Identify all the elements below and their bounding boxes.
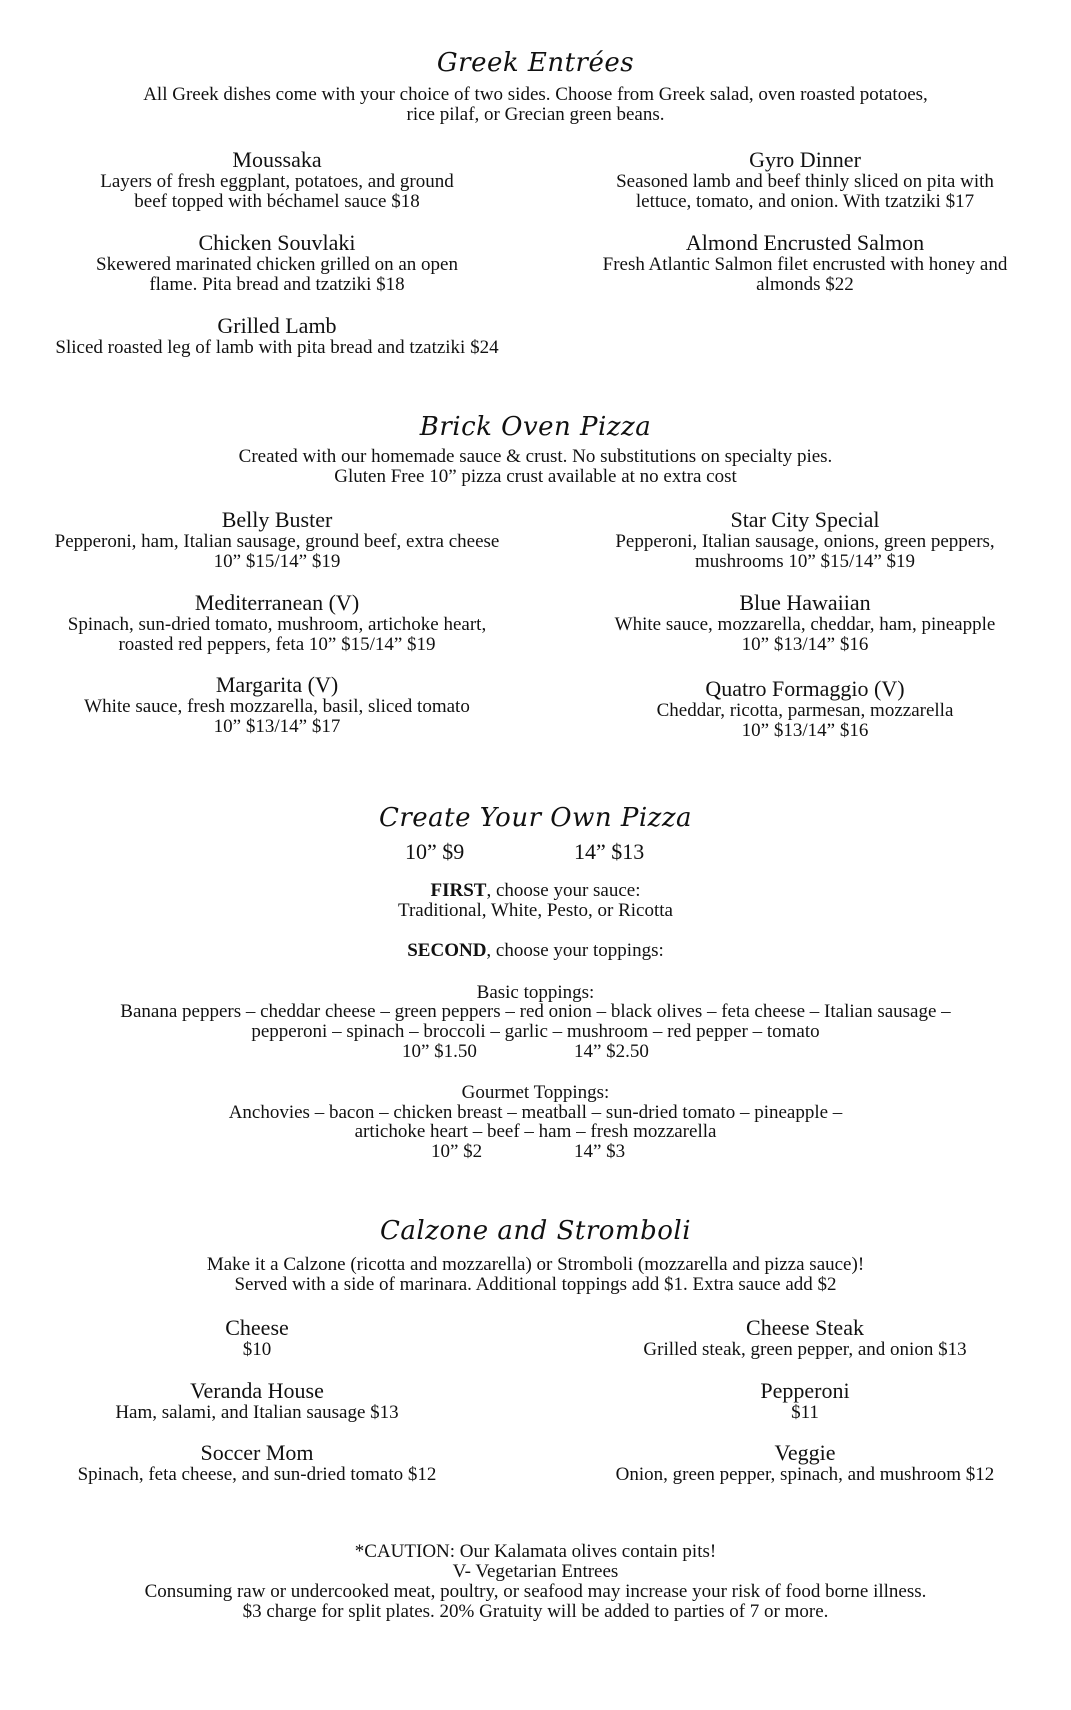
greek-section-title: Greek Entrées: [436, 48, 635, 78]
item-name: Blue Hawaiian: [739, 590, 871, 615]
gourmet-price-10: 10” $2: [431, 1141, 483, 1162]
pizza-section-desc: [0, 447, 1071, 487]
item-desc-line-2: beef topped with béchamel sauce $18: [134, 191, 420, 212]
menu-item-soccer-mom: [12, 1441, 502, 1485]
menu-item-veggie: [545, 1441, 1065, 1485]
menu-item-cheese-steak: [545, 1316, 1065, 1360]
item-desc-line-1: Layers of fresh eggplant, potatoes, and ground: [100, 171, 454, 192]
item-desc-line-1: Grilled steak, green pepper, and onion $13: [643, 1339, 967, 1360]
item-name: Star City Special: [730, 507, 880, 532]
item-name: Margarita (V): [215, 672, 339, 697]
item-name: Cheese Steak: [746, 1315, 864, 1340]
item-desc-line-2: 10” $15/14” $19: [213, 551, 341, 572]
item-name: Veranda House: [190, 1378, 324, 1403]
menu-item-moussaka: [12, 148, 542, 212]
menu-item-quatro-formaggio: [545, 677, 1065, 741]
item-desc-line-1: Pepperoni, Italian sausage, onions, green peppers,: [615, 531, 995, 552]
cyo-second-step: [0, 941, 1071, 961]
menu-item-star-city-special: [545, 508, 1065, 572]
item-name: Moussaka: [232, 147, 322, 172]
footer-caution: *CAUTION: Our Kalamata olives contain pits!: [354, 1541, 717, 1562]
footer-split-plates: $3 charge for split plates. 20% Gratuity will be added to parties of 7 or more.: [242, 1601, 829, 1622]
item-name: Almond Encrusted Salmon: [685, 230, 925, 255]
item-desc-line-2: roasted red peppers, feta 10” $15/14” $19: [118, 634, 436, 655]
calzone-desc-line-2: Served with a side of marinara. Additional toppings add $1. Extra sauce add $2: [234, 1274, 837, 1295]
basic-toppings-line-1: Banana peppers – cheddar cheese – green peppers – red onion – black olives – feta cheese – Italian sausage –: [120, 1001, 951, 1022]
item-desc-line-1: White sauce, fresh mozzarella, basil, sliced tomato: [84, 696, 470, 717]
footer-notes: [0, 1542, 1071, 1622]
second-text: , choose your toppings:: [486, 940, 664, 961]
menu-item-mediterranean: [12, 591, 542, 655]
menu-item-chicken-souvlaki: [12, 231, 542, 295]
calzone-section-title: Calzone and Stromboli: [379, 1216, 692, 1246]
item-desc-line-1: Seasoned lamb and beef thinly sliced on pita with: [616, 171, 994, 192]
basic-price-14: 14” $2.50: [574, 1041, 649, 1062]
footer-food-safety: Consuming raw or undercooked meat, poultry, or seafood may increase your risk of food borne illness.: [144, 1581, 927, 1602]
first-label: FIRST: [430, 880, 487, 901]
item-desc-line-2: 10” $13/14” $16: [741, 720, 869, 741]
item-desc-line-2: 10” $13/14” $17: [213, 716, 341, 737]
item-desc-line-1: Onion, green pepper, spinach, and mushroom $12: [615, 1464, 995, 1485]
basic-toppings-label: Basic toppings:: [476, 982, 595, 1003]
footer-vegetarian-note: V- Vegetarian Entrees: [452, 1561, 619, 1582]
item-desc-line-1: White sauce, mozzarella, cheddar, ham, pineapple: [614, 614, 996, 635]
basic-toppings-line-2: pepperoni – spinach – broccoli – garlic – mushroom – red pepper – tomato: [251, 1021, 820, 1042]
calzone-desc-line-1: Make it a Calzone (ricotta and mozzarella) or Stromboli (mozzarella and pizza sauce)!: [206, 1254, 865, 1275]
item-desc-line-1: Sliced roasted leg of lamb with pita bread and tzatziki $24: [55, 337, 499, 358]
item-desc-line-1: Fresh Atlantic Salmon filet encrusted with honey and: [602, 254, 1008, 275]
pizza-desc-line-1: Created with our homemade sauce & crust. No substitutions on specialty pies.: [238, 446, 833, 467]
item-desc-line-1: $10: [242, 1339, 272, 1360]
item-name: Grilled Lamb: [217, 313, 337, 338]
item-desc-line-1: Cheddar, ricotta, parmesan, mozzarella: [656, 700, 954, 721]
menu-item-belly-buster: [12, 508, 542, 572]
item-desc-line-2: lettuce, tomato, and onion. With tzatziki $17: [635, 191, 975, 212]
item-name: Pepperoni: [760, 1378, 850, 1403]
greek-desc-line-2: rice pilaf, or Grecian green beans.: [406, 104, 665, 125]
pizza-section-title: Brick Oven Pizza: [419, 412, 652, 442]
item-name: Belly Buster: [221, 507, 333, 532]
menu-item-margarita: [12, 673, 542, 737]
gourmet-price-14: 14” $3: [574, 1141, 626, 1162]
item-name: Quatro Formaggio (V): [705, 676, 905, 701]
item-name: Mediterranean (V): [194, 590, 360, 615]
item-desc-line-1: Ham, salami, and Italian sausage $13: [115, 1402, 399, 1423]
item-name: Cheese: [225, 1315, 289, 1340]
gourmet-toppings-label: Gourmet Toppings:: [461, 1082, 610, 1103]
item-desc-line-1: Spinach, sun-dried tomato, mushroom, artichoke heart,: [67, 614, 487, 635]
item-desc-line-2: almonds $22: [756, 274, 854, 295]
gourmet-toppings-line-2: artichoke heart – beef – ham – fresh mozzarella: [354, 1121, 717, 1142]
menu-item-pepperoni: [545, 1379, 1065, 1423]
cyo-price-10: 10” $9: [405, 839, 465, 864]
greek-desc-line-1: All Greek dishes come with your choice of two sides. Choose from Greek salad, oven roasted potatoes,: [143, 84, 928, 105]
item-name: Gyro Dinner: [749, 147, 861, 172]
item-name: Chicken Souvlaki: [198, 230, 356, 255]
menu-item-grilled-lamb: [12, 314, 542, 358]
item-name: Soccer Mom: [200, 1440, 314, 1465]
item-desc-line-2: mushrooms 10” $15/14” $19: [694, 551, 916, 572]
cyo-price-14: 14” $13: [574, 839, 645, 864]
menu-item-cheese: [12, 1316, 502, 1360]
cyo-section-title: Create Your Own Pizza: [378, 803, 693, 833]
second-label: SECOND: [407, 940, 487, 961]
greek-section-desc: [0, 85, 1071, 125]
cyo-first-step: [0, 881, 1071, 901]
menu-item-almond-encrusted-salmon: [545, 231, 1065, 295]
item-name: Veggie: [774, 1440, 836, 1465]
pizza-desc-line-2: Gluten Free 10” pizza crust available at no extra cost: [334, 466, 737, 487]
item-desc-line-2: flame. Pita bread and tzatziki $18: [149, 274, 405, 295]
calzone-section-desc: [0, 1255, 1071, 1295]
item-desc-line-1: $11: [791, 1402, 819, 1423]
item-desc-line-1: Spinach, feta cheese, and sun-dried tomato $12: [77, 1464, 437, 1485]
menu-item-veranda-house: [12, 1379, 502, 1423]
item-desc-line-1: Skewered marinated chicken grilled on an open: [96, 254, 458, 275]
menu-item-blue-hawaiian: [545, 591, 1065, 655]
menu-item-gyro-dinner: [545, 148, 1065, 212]
gourmet-toppings-line-1: Anchovies – bacon – chicken breast – meatball – sun-dried tomato – pineapple –: [228, 1102, 843, 1123]
basic-price-10: 10” $1.50: [402, 1041, 477, 1062]
item-desc-line-2: 10” $13/14” $16: [741, 634, 869, 655]
cyo-sauces: Traditional, White, Pesto, or Ricotta: [398, 900, 673, 921]
item-desc-line-1: Pepperoni, ham, Italian sausage, ground beef, extra cheese: [54, 531, 500, 552]
first-text: , choose your sauce:: [486, 880, 641, 901]
